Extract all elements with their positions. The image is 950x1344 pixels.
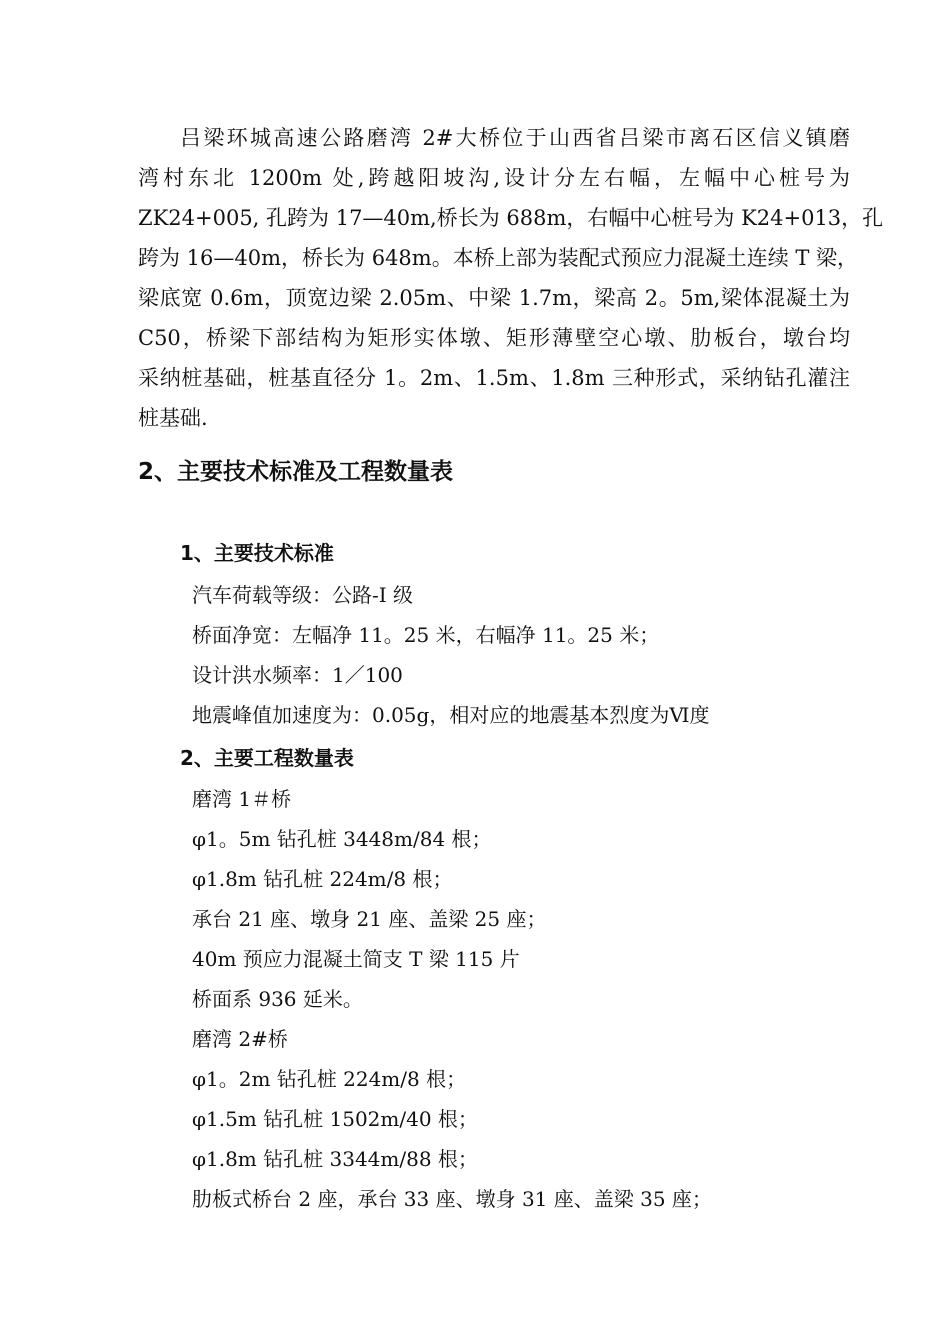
quantities-item: φ1.8m 钻孔桩 224m/8 根；: [192, 867, 453, 891]
quantities-item: φ1。2m 钻孔桩 224m/8 根；: [192, 1067, 467, 1091]
quantities-item: 40m 预应力混凝土简支 T 梁 115 片: [192, 947, 520, 971]
quantities-item: φ1。5m 钻孔桩 3448m/84 根；: [192, 827, 492, 851]
intro-line: 跨为 16—40m，桥长为 648m。本桥上部为装配式预应力混凝土连续 T 梁，: [138, 246, 859, 270]
intro-line: ZK24+005, 孔跨为 17—40m,桥长为 688m，右幅中心桩号为 K24+013，孔: [138, 206, 884, 230]
intro-line: 桩基础.: [138, 406, 208, 430]
intro-line: 湾村东北 1200m 处,跨越阳坡沟,设计分左右幅，左幅中心桩号为: [138, 166, 850, 190]
quantities-item: 磨湾 2#桥: [192, 1027, 288, 1051]
standards-heading: 1、主要技术标准: [180, 541, 334, 565]
intro-line: 吕梁环城高速公路磨湾 2#大桥位于山西省吕梁市离石区信义镇磨: [180, 126, 850, 150]
quantities-item: 桥面系 936 延米。: [192, 987, 363, 1011]
quantities-item: φ1.5m 钻孔桩 1502m/40 根；: [192, 1107, 478, 1131]
quantities-heading: 2、主要工程数量表: [180, 746, 354, 770]
quantities-item: 磨湾 1＃桥: [192, 787, 292, 811]
intro-line: C50，桥梁下部结构为矩形实体墩、矩形薄壁空心墩、肋板台，墩台均: [138, 326, 850, 350]
intro-paragraph: [0, 0, 950, 440]
quantities-item: 承台 21 座、墩身 21 座、盖梁 25 座；: [192, 907, 547, 931]
standards-item: 设计洪水频率：1／100: [192, 663, 403, 687]
standards-item: 地震峰值加速度为：0.05g，相对应的地震基本烈度为Ⅵ度: [192, 703, 710, 727]
intro-line: 梁底宽 0.6m，顶宽边梁 2.05m、中梁 1.7m，梁高 2。5m,梁体混凝土为: [138, 286, 850, 310]
section-heading: 2、主要技术标准及工程数量表: [138, 459, 454, 485]
standards-item: 桥面净宽：左幅净 11。25 米，右幅净 11。25 米；: [192, 623, 660, 647]
intro-line: 采纳桩基础，桩基直径分 1。2m、1.5m、1.8m 三种形式，采纳钻孔灌注: [138, 366, 850, 390]
quantities-item: φ1.8m 钻孔桩 3344m/88 根；: [192, 1147, 478, 1171]
standards-item: 汽车荷载等级：公路-I 级: [192, 583, 414, 607]
quantities-item: 肋板式桥台 2 座，承台 33 座、墩身 31 座、盖梁 35 座；: [192, 1187, 712, 1211]
